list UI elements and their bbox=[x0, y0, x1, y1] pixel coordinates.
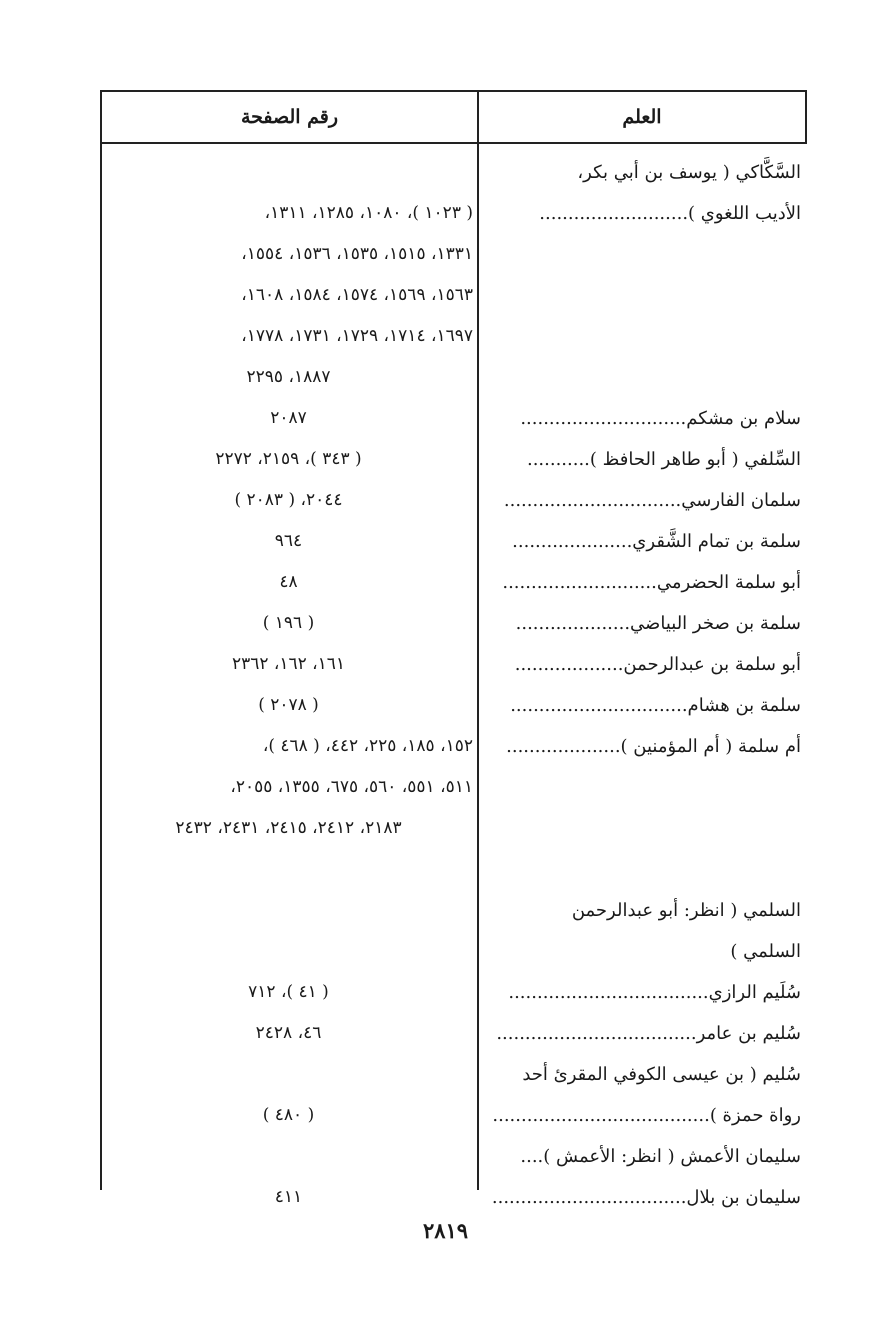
entry-page-numbers: ٩٦٤ bbox=[274, 531, 303, 551]
index-entry-row bbox=[100, 275, 807, 316]
index-entry-row bbox=[100, 152, 807, 193]
entry-name: السلمي ) bbox=[730, 941, 801, 962]
entry-page-numbers: ٢١٨٣، ٢٤١٢، ٢٤١٥، ٢٤٣١، ٢٤٣٢ bbox=[175, 818, 402, 838]
entry-name: سليمان بن بلال.................................. bbox=[491, 1187, 801, 1208]
entry-page-numbers: ( ٤١ )، ٧١٢ bbox=[248, 982, 329, 1002]
index-entry-row bbox=[100, 234, 807, 275]
entry-name: الأديب اللغوي ).......................... bbox=[539, 203, 801, 224]
entry-name: السَّكَّاكي ( يوسف بن أبي بكر، bbox=[577, 162, 801, 183]
entry-page-numbers: ١٦١، ١٦٢، ٢٣٦٢ bbox=[231, 654, 346, 674]
entry-page-numbers bbox=[102, 152, 475, 193]
entry-name bbox=[483, 234, 801, 275]
entry-name: سلمة بن صخر البياضي.................... bbox=[515, 613, 801, 634]
entry-page-numbers: ( ٢٠٧٨ ) bbox=[258, 695, 319, 715]
entry-name: سلمة بن تمام الشَّقري..................... bbox=[512, 531, 801, 552]
entry-page-numbers: ( ١٠٢٣ )، ١٠٨٠، ١٢٨٥، ١٣١١، bbox=[264, 203, 473, 223]
entry-page-numbers: ( ١٩٦ ) bbox=[262, 613, 315, 633]
entry-page-numbers: ٢٠٨٧ bbox=[270, 408, 307, 428]
index-entry-row bbox=[100, 357, 807, 398]
entry-name: أبو سلمة بن عبدالرحمن................... bbox=[514, 654, 801, 675]
header-right-rule bbox=[805, 90, 807, 144]
index-entry-row bbox=[100, 1013, 807, 1054]
entry-page-numbers bbox=[102, 890, 475, 931]
index-entry-row bbox=[100, 193, 807, 234]
entry-name: سلام بن مشكم............................. bbox=[520, 408, 801, 429]
index-entry-row bbox=[100, 972, 807, 1013]
index-entry-row bbox=[100, 480, 807, 521]
entry-name: سلمان الفارسي............................... bbox=[503, 490, 801, 511]
index-entry-row bbox=[100, 726, 807, 767]
entry-page-numbers: ٤٦، ٢٤٢٨ bbox=[255, 1023, 322, 1043]
entry-name: أبو سلمة الحضرمي........................... bbox=[502, 572, 801, 593]
index-entry-row bbox=[100, 521, 807, 562]
entry-name: سليمان الأعمش ( انظر: الأعمش ).... bbox=[520, 1146, 801, 1167]
entry-name bbox=[483, 316, 801, 357]
entry-page-numbers bbox=[102, 1136, 475, 1177]
entry-name bbox=[483, 849, 801, 890]
entry-name: سلمة بن هشام............................... bbox=[510, 695, 801, 716]
pages-column-header: رقم الصفحة bbox=[240, 106, 339, 128]
entry-page-numbers bbox=[102, 931, 475, 972]
entry-name: أم سلمة ( أم المؤمنين ).................... bbox=[506, 736, 801, 757]
entry-name: رواة حمزة )...................................... bbox=[492, 1105, 801, 1126]
entry-name bbox=[483, 767, 801, 808]
entry-page-numbers: ( ٤٨٠ ) bbox=[262, 1105, 315, 1125]
index-entry-row bbox=[100, 931, 807, 972]
entry-page-numbers: ٤١١ bbox=[274, 1187, 303, 1207]
entry-name: السلمي ( انظر: أبو عبدالرحمن bbox=[571, 900, 801, 921]
entry-name bbox=[483, 808, 801, 849]
entry-page-numbers: ١٨٨٧، ٢٢٩٥ bbox=[246, 367, 331, 387]
entry-name bbox=[483, 357, 801, 398]
index-entry-row bbox=[100, 439, 807, 480]
entry-page-numbers: ١٣٣١، ١٥١٥، ١٥٣٥، ١٥٣٦، ١٥٥٤، bbox=[241, 244, 473, 264]
index-entry-row bbox=[100, 849, 807, 890]
index-entry-row bbox=[100, 603, 807, 644]
page-number: ٢٨١٩ bbox=[422, 1218, 469, 1243]
entry-page-numbers: ١٥٦٣، ١٥٦٩، ١٥٧٤، ١٥٨٤، ١٦٠٨، bbox=[241, 285, 473, 305]
index-entry-row bbox=[100, 1136, 807, 1177]
entry-name: سُليم بن عامر................................... bbox=[496, 1023, 801, 1044]
index-entry-row bbox=[100, 1095, 807, 1136]
index-entry-row bbox=[100, 316, 807, 357]
index-entry-row bbox=[100, 808, 807, 849]
index-entry-row bbox=[100, 562, 807, 603]
index-entry-row bbox=[100, 1054, 807, 1095]
entry-name: سُلَيم الرازي................................... bbox=[508, 982, 801, 1003]
index-entry-row bbox=[100, 398, 807, 439]
name-column-header: العلم bbox=[622, 106, 662, 128]
index-entry-row bbox=[100, 644, 807, 685]
entry-name bbox=[483, 275, 801, 316]
entry-page-numbers bbox=[102, 849, 475, 890]
entry-page-numbers: ٢٠٤٤، ( ٢٠٨٣ ) bbox=[234, 490, 343, 510]
index-entry-row bbox=[100, 890, 807, 931]
entry-page-numbers: ( ٣٤٣ )، ٢١٥٩، ٢٢٧٢ bbox=[215, 449, 362, 469]
entry-name: السِّلفي ( أبو طاهر الحافظ )........... bbox=[526, 449, 801, 470]
entry-page-numbers: ١٦٩٧، ١٧١٤، ١٧٢٩، ١٧٣١، ١٧٧٨، bbox=[241, 326, 473, 346]
index-entry-row bbox=[100, 767, 807, 808]
entry-page-numbers: ١٥٢، ١٨٥، ٢٢٥، ٤٤٢، ( ٤٦٨ )، bbox=[262, 736, 473, 756]
entry-page-numbers: ٥١١، ٥٥١، ٥٦٠، ٦٧٥، ١٣٥٥، ٢٠٥٥، bbox=[230, 777, 473, 797]
index-entry-row bbox=[100, 1177, 807, 1218]
entry-name: سُليم ( بن عيسى الكوفي المقرئ أحد bbox=[522, 1064, 801, 1085]
entry-page-numbers bbox=[102, 1054, 475, 1095]
entry-page-numbers: ٤٨ bbox=[279, 572, 298, 592]
index-entry-row bbox=[100, 685, 807, 726]
